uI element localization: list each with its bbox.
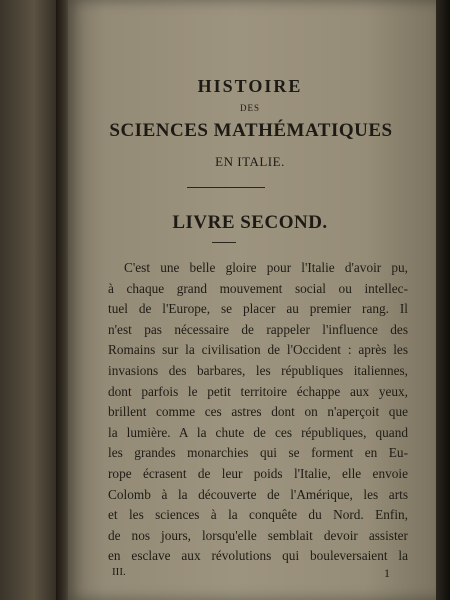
text-line: les grandes monarchies qui se forment en Eu- (108, 445, 408, 461)
text-line: Colomb à la découverte de l'Amérique, les arts (108, 486, 408, 502)
book-heading: LIVRE SECOND. (172, 212, 328, 233)
text-line: la lumière. A la chute de ces républiques, quand (108, 424, 408, 440)
text-line: n'est pas nécessaire de rappeler l'influence des (108, 321, 408, 337)
left-page-edge (0, 0, 62, 600)
title-divider (187, 187, 265, 188)
title-sciences-mathematiques: SCIENCES MATHÉMATIQUES (109, 120, 393, 141)
heading-divider (212, 242, 236, 243)
text-line: Romains sur la civilisation de l'Occident : après les (108, 342, 408, 358)
text-line: invasions des barbares, les républiques italiennes, (108, 362, 408, 378)
body-paragraph (108, 258, 408, 567)
text-line: brillent comme ces astres dont on n'aperçoit que (108, 404, 408, 420)
page-number: 1 (384, 566, 390, 580)
text-line: en esclave aux révolutions qui bouleversaient la (108, 548, 408, 564)
text-line: de nos jours, lorsqu'elle semblait devoir assister (108, 527, 408, 543)
title-histoire: HISTOIRE (197, 76, 303, 96)
text-line: et les sciences à la conquête du Nord. Enfin, (108, 507, 408, 523)
text-line: C'est une belle gloire pour l'Italie d'avoir pu, (124, 260, 408, 275)
text-line: à chaque grand mouvement social ou intellec- (108, 280, 408, 296)
text-line: rope écrasent de leur poids l'Italie, elle envoie (108, 465, 408, 481)
text-line: dont parfois le petit territoire échappe aux yeux, (108, 383, 408, 399)
title-en-italie: EN ITALIE. (215, 154, 285, 169)
right-shadow-edge (436, 0, 450, 600)
title-des: DES (239, 103, 260, 113)
signature-mark: III. (112, 566, 126, 578)
text-line: tuel de l'Europe, se placer au premier rang. Il (108, 301, 408, 317)
